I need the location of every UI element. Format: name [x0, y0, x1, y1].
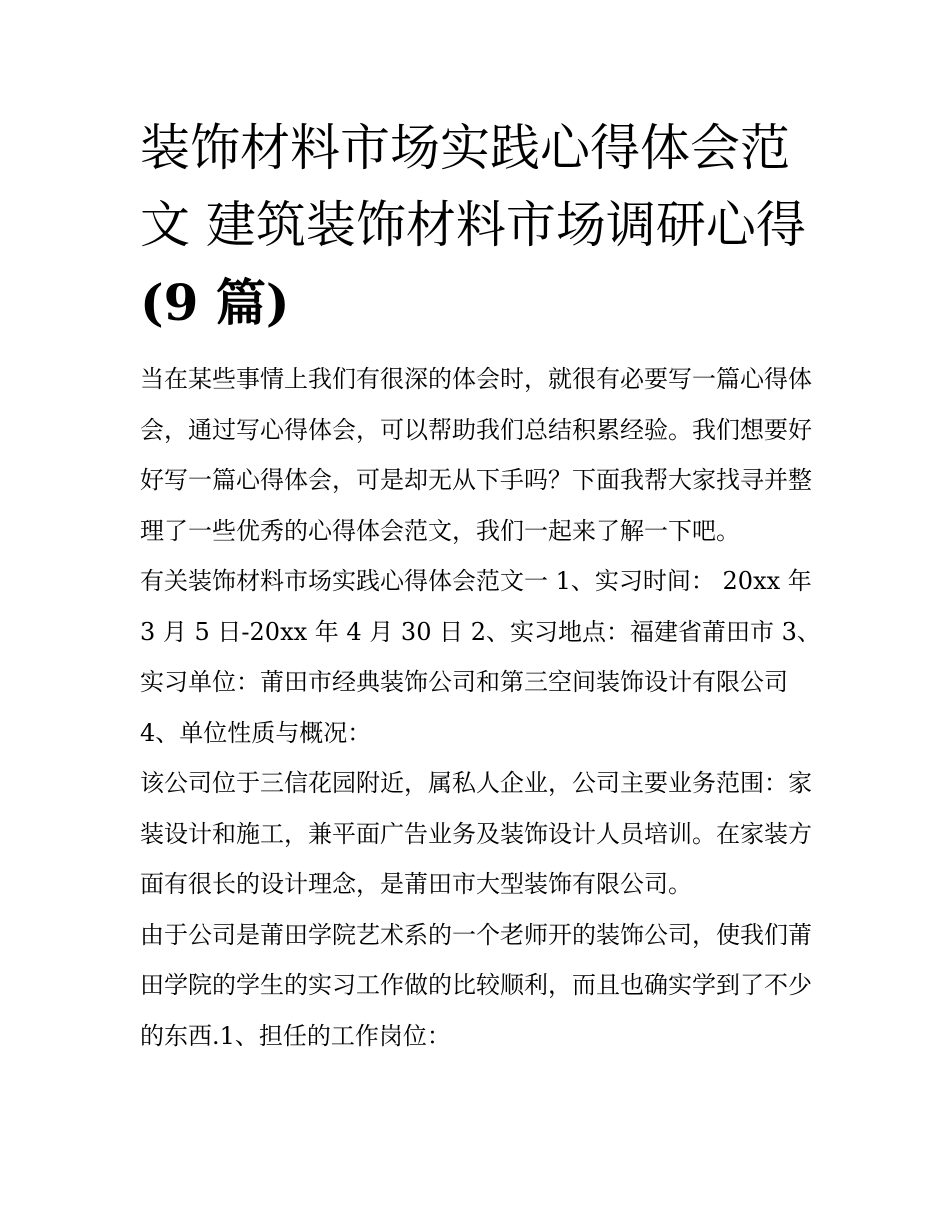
paragraph-company-overview: 该公司位于三信花园附近，属私人企业，公司主要业务范围：家装设计和施工，兼平面广告业务及装饰设计人员培训。在家装方面有很长的设计理念，是莆田市大型装饰有限公司。 — [140, 769, 812, 898]
title-main: 装饰材料市场实践心得体会范文 建筑装饰材料市场调研心得 — [140, 119, 806, 254]
paragraph-internship-info: 有关装饰材料市场实践心得体会范文一 1、实习时间： 20xx 年 3 月 5 日-20xx 年 4 月 30 日 2、实习地点：福建省莆田市 3、实习单位：莆田市经典装饰公司和第三空间装饰设计有限公司 4、单位性质与概况： — [140, 567, 821, 747]
document-body — [140, 354, 830, 1061]
document-title — [140, 110, 830, 342]
paragraph-work-position: 由于公司是莆田学院艺术系的一个老师开的装饰公司，使我们莆田学院的学生的实习工作做的比较顺利，而且也确实学到了不少的东西.1、担任的工作岗位： — [140, 920, 812, 1050]
paragraph-intro: 当在某些事情上我们有很深的体会时，就很有必要写一篇心得体会，通过写心得体会，可以帮助我们总结积累经验。我们想要好好写一篇心得体会，可是却无从下手吗？下面我帮大家找寻并整理了一些优秀的心得体会范文，我们一起来了解一下吧。 — [140, 365, 812, 545]
title-suffix: (9 篇) — [140, 273, 290, 332]
